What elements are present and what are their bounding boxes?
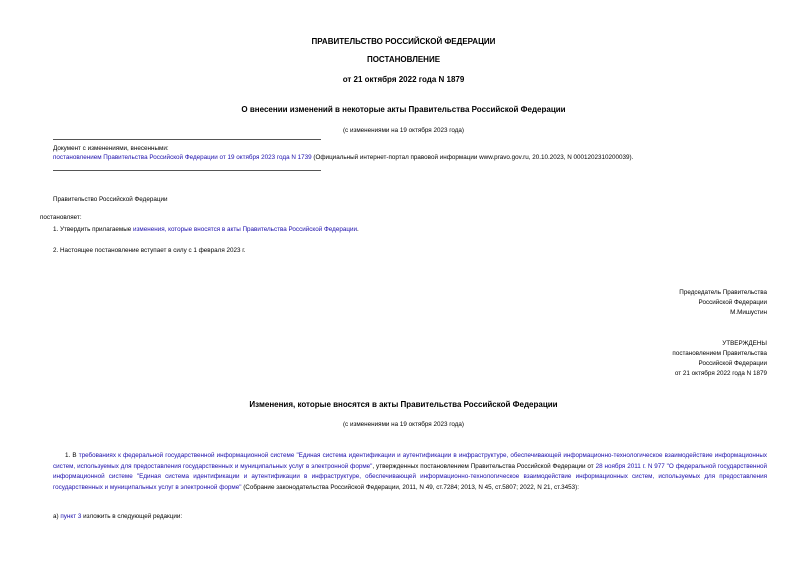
amend-box-caption: Документ с изменениями, внесенными: [53, 145, 169, 152]
sub-item-a-start: а) [53, 513, 61, 520]
edition-note: (с изменениями на 19 октября 2023 года) [342, 127, 465, 134]
amend-box-bottom-divider [53, 170, 321, 171]
approved-heading: УТВЕРЖДЕНЫ [722, 340, 767, 347]
amending-act-link[interactable]: постановлением Правительства Российской Федерации от 19 октября 2023 года N 1739 [53, 154, 312, 161]
document-date-number: от 21 октября 2022 года N 1879 [342, 75, 465, 84]
changes-title: Изменения, которые вносятся в акты Правительства Российской Федерации [249, 400, 558, 409]
document-title: О внесении изменений в некоторые акты Правительства Российской Федерации [241, 105, 566, 114]
sub-item-a-end: изложить в следующей редакции: [81, 513, 183, 520]
change-paragraph-1 [53, 451, 767, 493]
requirements-link[interactable]: требованиях к федеральной государственной информационной системе "Единая система идентификации и аутентификации в инфраструктуре, обеспечивающей информационно-технологическое взаимодействие информационных систем, используемых для предоставления государственных и муниципальных услуг в электронной форме" [53, 452, 768, 470]
item-1 [53, 225, 359, 234]
paragraph-1-end: (Собрание законодательства Российской Федерации, 2011, N 49, ст.7284; 2013, N 45, ст.5807; 2022, N 21, ст.3453): [241, 483, 579, 491]
document-type: ПОСТАНОВЛЕНИЕ [366, 55, 441, 64]
paragraph-1-start: 1. В [65, 452, 79, 459]
issuer: Правительство Российской Федерации [53, 196, 168, 203]
paragraph-1-mid: , утвержденных постановлением Правительства Российской Федерации от [372, 462, 596, 470]
sub-item-a [53, 512, 182, 521]
decides-label: постановляет: [40, 214, 82, 221]
signature-line-1: Председатель Правительства [679, 289, 767, 296]
changes-link[interactable]: изменения, которые вносятся в акты Правительства Российской Федерации [133, 226, 357, 233]
approved-line-2: постановлением Правительства [672, 350, 767, 357]
item-2: 2. Настоящее постановление вступает в силу с 1 февраля 2023 г. [53, 247, 246, 254]
point-3-link[interactable]: пункт 3 [60, 513, 82, 520]
amend-box-top-divider [53, 139, 321, 140]
government-heading: ПРАВИТЕЛЬСТВО РОССИЙСКОЙ ФЕДЕРАЦИИ [311, 37, 496, 46]
signature-name: М.Мишустин [730, 309, 767, 316]
signature-line-2: Российской Федерации [698, 299, 767, 306]
amend-box-source: (Официальный интернет-портал правовой информации www.pravo.gov.ru, 20.10.2023, N 0001202310200039). [311, 154, 634, 161]
approved-line-3: Российской Федерации [698, 360, 767, 367]
changes-edition-note: (с изменениями на 19 октября 2023 года) [342, 421, 465, 428]
item-1-text: 1. Утвердить прилагаемые [53, 226, 133, 233]
approved-line-4: от 21 октября 2022 года N 1879 [674, 370, 767, 377]
amend-box-source-line [53, 153, 773, 162]
item-1-end: . [356, 226, 359, 233]
resolution-977-link[interactable]: 28 ноября 2011 г. N 977 "О федеральной государственной информационной системе "Единая система идентификации и аутентификации в инфраструктуре, обеспечивающей информационно-технологическое взаимодействие информационных систем, используемых для предоставления государственных и муниципальных услуг в электронной форме" [53, 462, 768, 491]
